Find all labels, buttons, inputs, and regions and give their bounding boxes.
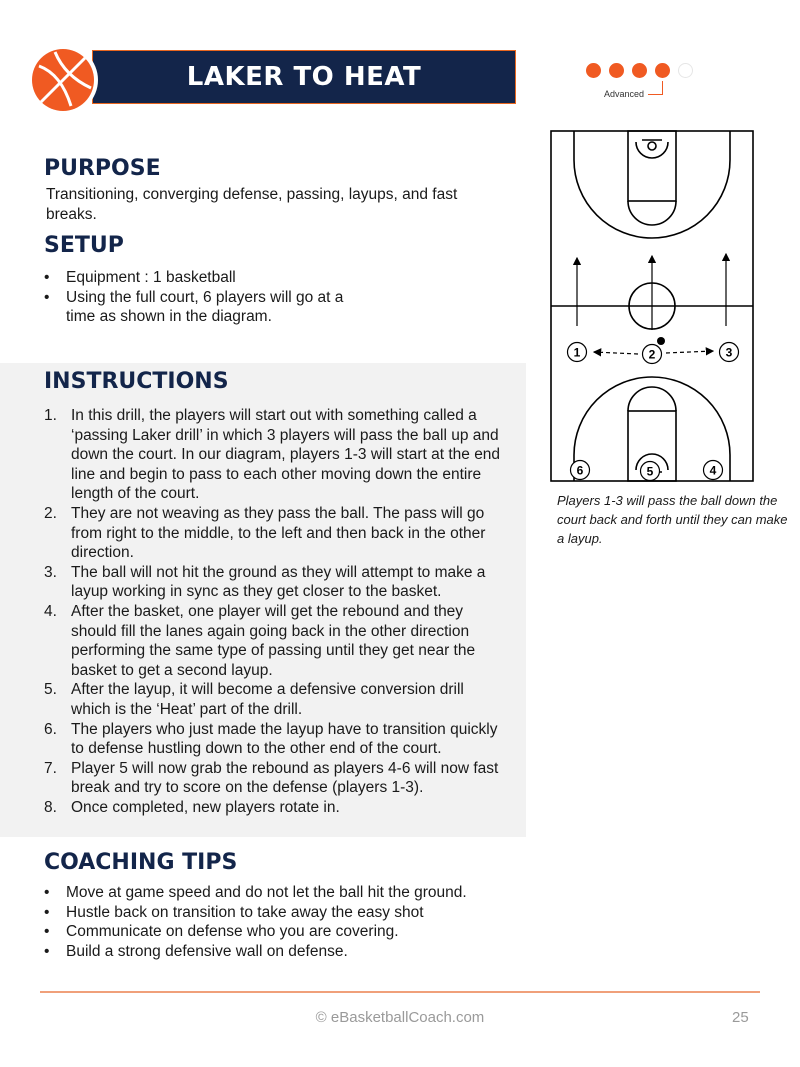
instructions-heading: INSTRUCTIONS [44,369,229,394]
title-banner [92,50,516,104]
instruction-text: Once completed, new players rotate in. [71,798,340,816]
player-marker [571,461,590,480]
tip-item: • Build a strong defensive wall on defense. [44,942,524,962]
purpose-text: Transitioning, converging defense, passing, layups, and fast breaks. [46,186,458,223]
instruction-text: In this drill, the players will start out with something called a ‘passing Laker drill’ in which 3 players will pass the ball up and down the court. In our diagram, players 1-3 will start at the end line and begin to pass to each other moving down the entire length of the court. [71,407,501,503]
instruction-text: After the basket, one player will get the rebound and they should fill the lanes again going back in the other direction performing the same type of passing until they get near the basket to get a second layup. [71,602,476,679]
level-dot-filled [655,63,670,78]
player-label: 2 [648,347,656,362]
instruction-number: 8. [44,798,57,816]
purpose-heading: PURPOSE [44,156,161,181]
tip-item: • Hustle back on transition to take away the easy shot [44,903,524,923]
instruction-item [44,504,506,563]
player-marker [568,343,587,362]
instructions-list [44,406,506,817]
tip-item: • Move at game speed and do not let the ball hit the ground. [44,883,524,903]
setup-item: • Equipment : 1 basketball [44,268,404,288]
level-dot-filled [586,63,601,78]
player-label: 6 [576,463,584,478]
ball-marker [657,337,665,345]
level-connector [648,81,663,95]
difficulty-indicator [586,63,706,103]
player-marker [643,345,662,364]
diagram-caption: Players 1-3 will pass the ball down the court back and forth until they can make a layup. [557,493,788,546]
cut-arrows [577,254,726,330]
player-marker [720,343,739,362]
instruction-item [44,602,506,680]
footer-copyright: © eBasketballCoach.com [315,1009,485,1026]
level-dot-filled [632,63,647,78]
coaching-tips-list [44,883,524,961]
instruction-item [44,680,506,719]
footer-divider [40,991,760,993]
instruction-number: 7. [44,759,57,777]
setup-heading: SETUP [44,233,124,258]
instruction-text: Player 5 will now grab the rebound as players 4-6 will now fast break and try to score on the defense (players 1-3). [71,759,499,797]
player-label: 4 [709,463,717,478]
instruction-text: After the layup, it will become a defensive conversion drill which is the ‘Heat’ part of the drill. [71,681,464,718]
player-label: 1 [573,345,581,360]
player-marker [641,462,660,481]
level-dot-filled [609,63,624,78]
page-title: LAKER TO HEAT [186,62,422,92]
level-dot-empty [678,63,693,78]
instruction-item [44,563,506,602]
instruction-item [44,406,506,504]
instruction-text: The ball will not hit the ground as they will attempt to make a layup working in sync as they get closer to the basket. [71,563,486,601]
player-label: 3 [725,345,733,360]
instruction-text: They are not weaving as they pass the ball. The pass will go from right to the middle, to the left and then back in the other direction. [71,504,486,562]
page-number: 25 [732,1009,749,1026]
instruction-item [44,759,506,798]
tip-item: • Communicate on defense who you are covering. [44,922,524,942]
basketball-icon [27,44,99,116]
instruction-item [44,798,506,818]
instruction-item [44,720,506,759]
instruction-number: 2. [44,504,57,522]
instruction-number: 5. [44,681,57,699]
player-label: 5 [646,464,654,479]
level-label: Advanced [604,89,645,99]
instruction-number: 3. [44,563,57,581]
instruction-number: 6. [44,720,57,738]
coaching-tips-heading: COACHING TIPS [44,850,238,875]
setup-item: • Using the full court, 6 players will go at a time as shown in the diagram. [44,288,366,327]
setup-list [44,268,404,327]
court-diagram [550,130,754,482]
instruction-number: 1. [44,407,57,424]
instruction-number: 4. [44,602,57,620]
player-marker [704,461,723,480]
instruction-text: The players who just made the layup have to transition quickly to defense hustling down to the other end of the court. [71,720,498,758]
